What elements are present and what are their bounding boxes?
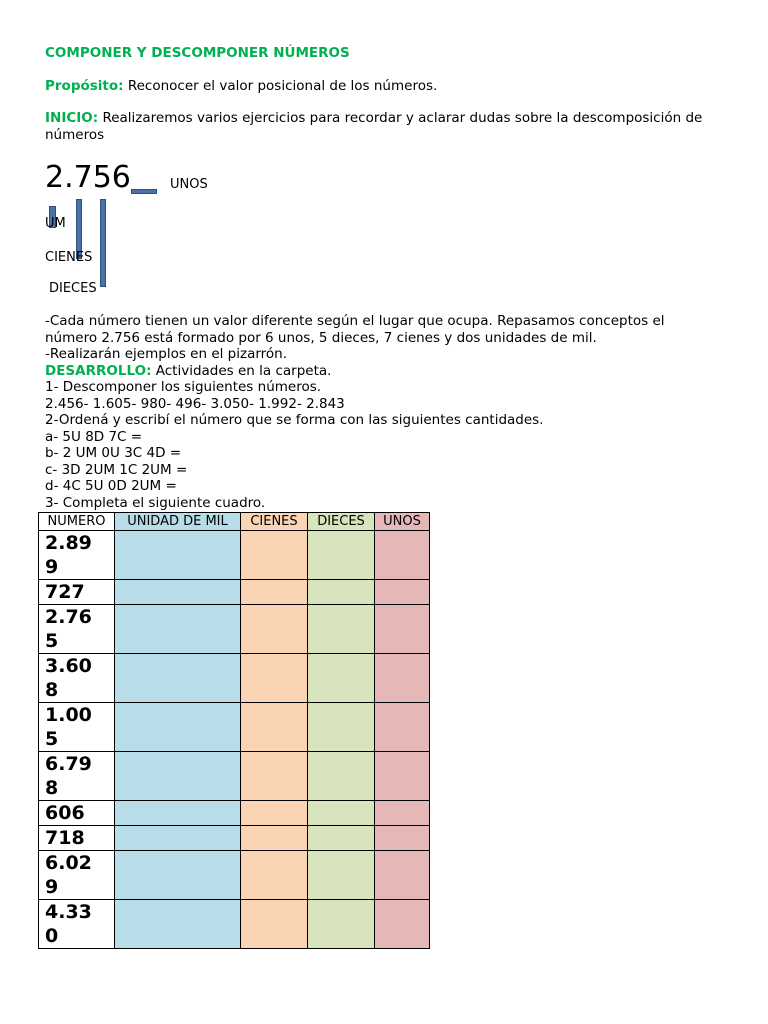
- text-line: 2.456- 1.605- 980- 496- 3.050- 1.992- 2.843: [45, 395, 345, 412]
- text-line: a- 5U 8D 7C =: [45, 428, 143, 445]
- numero-cell: 3.60 8: [39, 654, 115, 703]
- dieces-cell[interactable]: [308, 801, 375, 826]
- numero-cell: 606: [39, 801, 115, 826]
- dieces-label: DIECES: [49, 281, 97, 296]
- dieces-cell[interactable]: [308, 580, 375, 605]
- desarrollo-label: DESARROLLO:: [45, 362, 152, 379]
- unidad-de-mil-cell[interactable]: [115, 703, 241, 752]
- desarrollo-line: [45, 363, 665, 380]
- text-line: d- 4C 5U 0D 2UM =: [45, 478, 177, 494]
- text-line: 2-Ordená y escribí el número que se forma con las siguientes cantidades.: [45, 412, 544, 428]
- table-row: [39, 654, 430, 703]
- numero-cell: 727: [39, 580, 115, 605]
- inicio-text-continued: números: [45, 127, 105, 143]
- unos-cell[interactable]: [375, 703, 430, 752]
- dieces-cell[interactable]: [308, 531, 375, 580]
- arrow-down-dieces-icon: [100, 199, 106, 287]
- unos-cell[interactable]: [375, 580, 430, 605]
- numero-cell: 2.89 9: [39, 531, 115, 580]
- header-numero: NUMERO: [39, 513, 115, 531]
- text-line: 3- Completa el siguiente cuadro.: [45, 494, 266, 511]
- unidad-de-mil-cell[interactable]: [115, 851, 241, 900]
- unos-cell[interactable]: [375, 605, 430, 654]
- unidad-de-mil-cell[interactable]: [115, 826, 241, 851]
- unos-cell[interactable]: [375, 531, 430, 580]
- table-row: [39, 605, 430, 654]
- text-line: -Realizarán ejemplos en el pizarrón.: [45, 346, 288, 362]
- proposito-label: Propósito:: [45, 78, 124, 94]
- numero-cell: 718: [39, 826, 115, 851]
- numero-cell: 2.76 5: [39, 605, 115, 654]
- dieces-cell[interactable]: [308, 752, 375, 801]
- table-row: [39, 752, 430, 801]
- desarrollo-text: Actividades en la carpeta.: [151, 362, 332, 379]
- cienes-cell[interactable]: [241, 605, 308, 654]
- unidad-de-mil-cell[interactable]: [115, 605, 241, 654]
- unos-cell[interactable]: [375, 752, 430, 801]
- unos-label: UNOS: [170, 177, 208, 192]
- unos-cell[interactable]: [375, 826, 430, 851]
- cienes-cell[interactable]: [241, 531, 308, 580]
- cienes-cell[interactable]: [241, 752, 308, 801]
- um-label: UM: [45, 216, 66, 231]
- table-row: [39, 531, 430, 580]
- unidad-de-mil-cell[interactable]: [115, 654, 241, 703]
- arrow-right-icon: [131, 189, 157, 194]
- dieces-cell[interactable]: [308, 851, 375, 900]
- cienes-cell[interactable]: [241, 654, 308, 703]
- dieces-cell[interactable]: [308, 826, 375, 851]
- cienes-cell[interactable]: [241, 851, 308, 900]
- cienes-cell[interactable]: [241, 900, 308, 949]
- table-header-row: [39, 513, 430, 531]
- dieces-cell[interactable]: [308, 654, 375, 703]
- numero-cell: 4.33 0: [39, 900, 115, 949]
- inicio-text: Realizaremos varios ejercicios para recordar y aclarar dudas sobre la descomposición de: [98, 110, 703, 126]
- unidad-de-mil-cell[interactable]: [115, 801, 241, 826]
- dieces-cell[interactable]: [308, 605, 375, 654]
- body-text: [45, 313, 665, 511]
- inicio-paragraph: [45, 110, 702, 127]
- place-value-table: [38, 512, 430, 949]
- table-row: [39, 580, 430, 605]
- table-row: [39, 801, 430, 826]
- text-line: b- 2 UM 0U 3C 4D =: [45, 445, 182, 461]
- header-unidad-de-mil: UNIDAD DE MIL: [115, 513, 241, 531]
- proposito-paragraph: [45, 78, 437, 95]
- table-row: [39, 851, 430, 900]
- cienes-cell[interactable]: [241, 703, 308, 752]
- text-line: 1- Descomponer los siguientes números.: [45, 379, 322, 395]
- table-body: [39, 531, 430, 949]
- cienes-label: CIENES: [45, 250, 93, 265]
- cienes-cell[interactable]: [241, 826, 308, 851]
- table-row: [39, 900, 430, 949]
- example-number: 2.756: [45, 160, 131, 195]
- unos-cell[interactable]: [375, 654, 430, 703]
- text-line: c- 3D 2UM 1C 2UM =: [45, 461, 188, 478]
- cienes-cell[interactable]: [241, 801, 308, 826]
- header-dieces: DIECES: [308, 513, 375, 531]
- numero-cell: 1.00 5: [39, 703, 115, 752]
- inicio-label: INICIO:: [45, 110, 99, 126]
- table-row: [39, 826, 430, 851]
- table-row: [39, 703, 430, 752]
- proposito-text: Reconocer el valor posicional de los números.: [123, 78, 438, 94]
- unos-cell[interactable]: [375, 851, 430, 900]
- page-title: COMPONER Y DESCOMPONER NÚMEROS: [45, 45, 350, 61]
- text-line: -Cada número tienen un valor diferente según el lugar que ocupa. Repasamos conceptos el: [45, 313, 665, 329]
- header-unos: UNOS: [375, 513, 430, 531]
- dieces-cell[interactable]: [308, 900, 375, 949]
- text-line: número 2.756 está formado por 6 unos, 5 dieces, 7 cienes y dos unidades de mil.: [45, 329, 597, 346]
- dieces-cell[interactable]: [308, 703, 375, 752]
- unos-cell[interactable]: [375, 801, 430, 826]
- cienes-cell[interactable]: [241, 580, 308, 605]
- numero-cell: 6.79 8: [39, 752, 115, 801]
- unidad-de-mil-cell[interactable]: [115, 900, 241, 949]
- unidad-de-mil-cell[interactable]: [115, 531, 241, 580]
- header-cienes: CIENES: [241, 513, 308, 531]
- unidad-de-mil-cell[interactable]: [115, 752, 241, 801]
- numero-cell: 6.02 9: [39, 851, 115, 900]
- unos-cell[interactable]: [375, 900, 430, 949]
- unidad-de-mil-cell[interactable]: [115, 580, 241, 605]
